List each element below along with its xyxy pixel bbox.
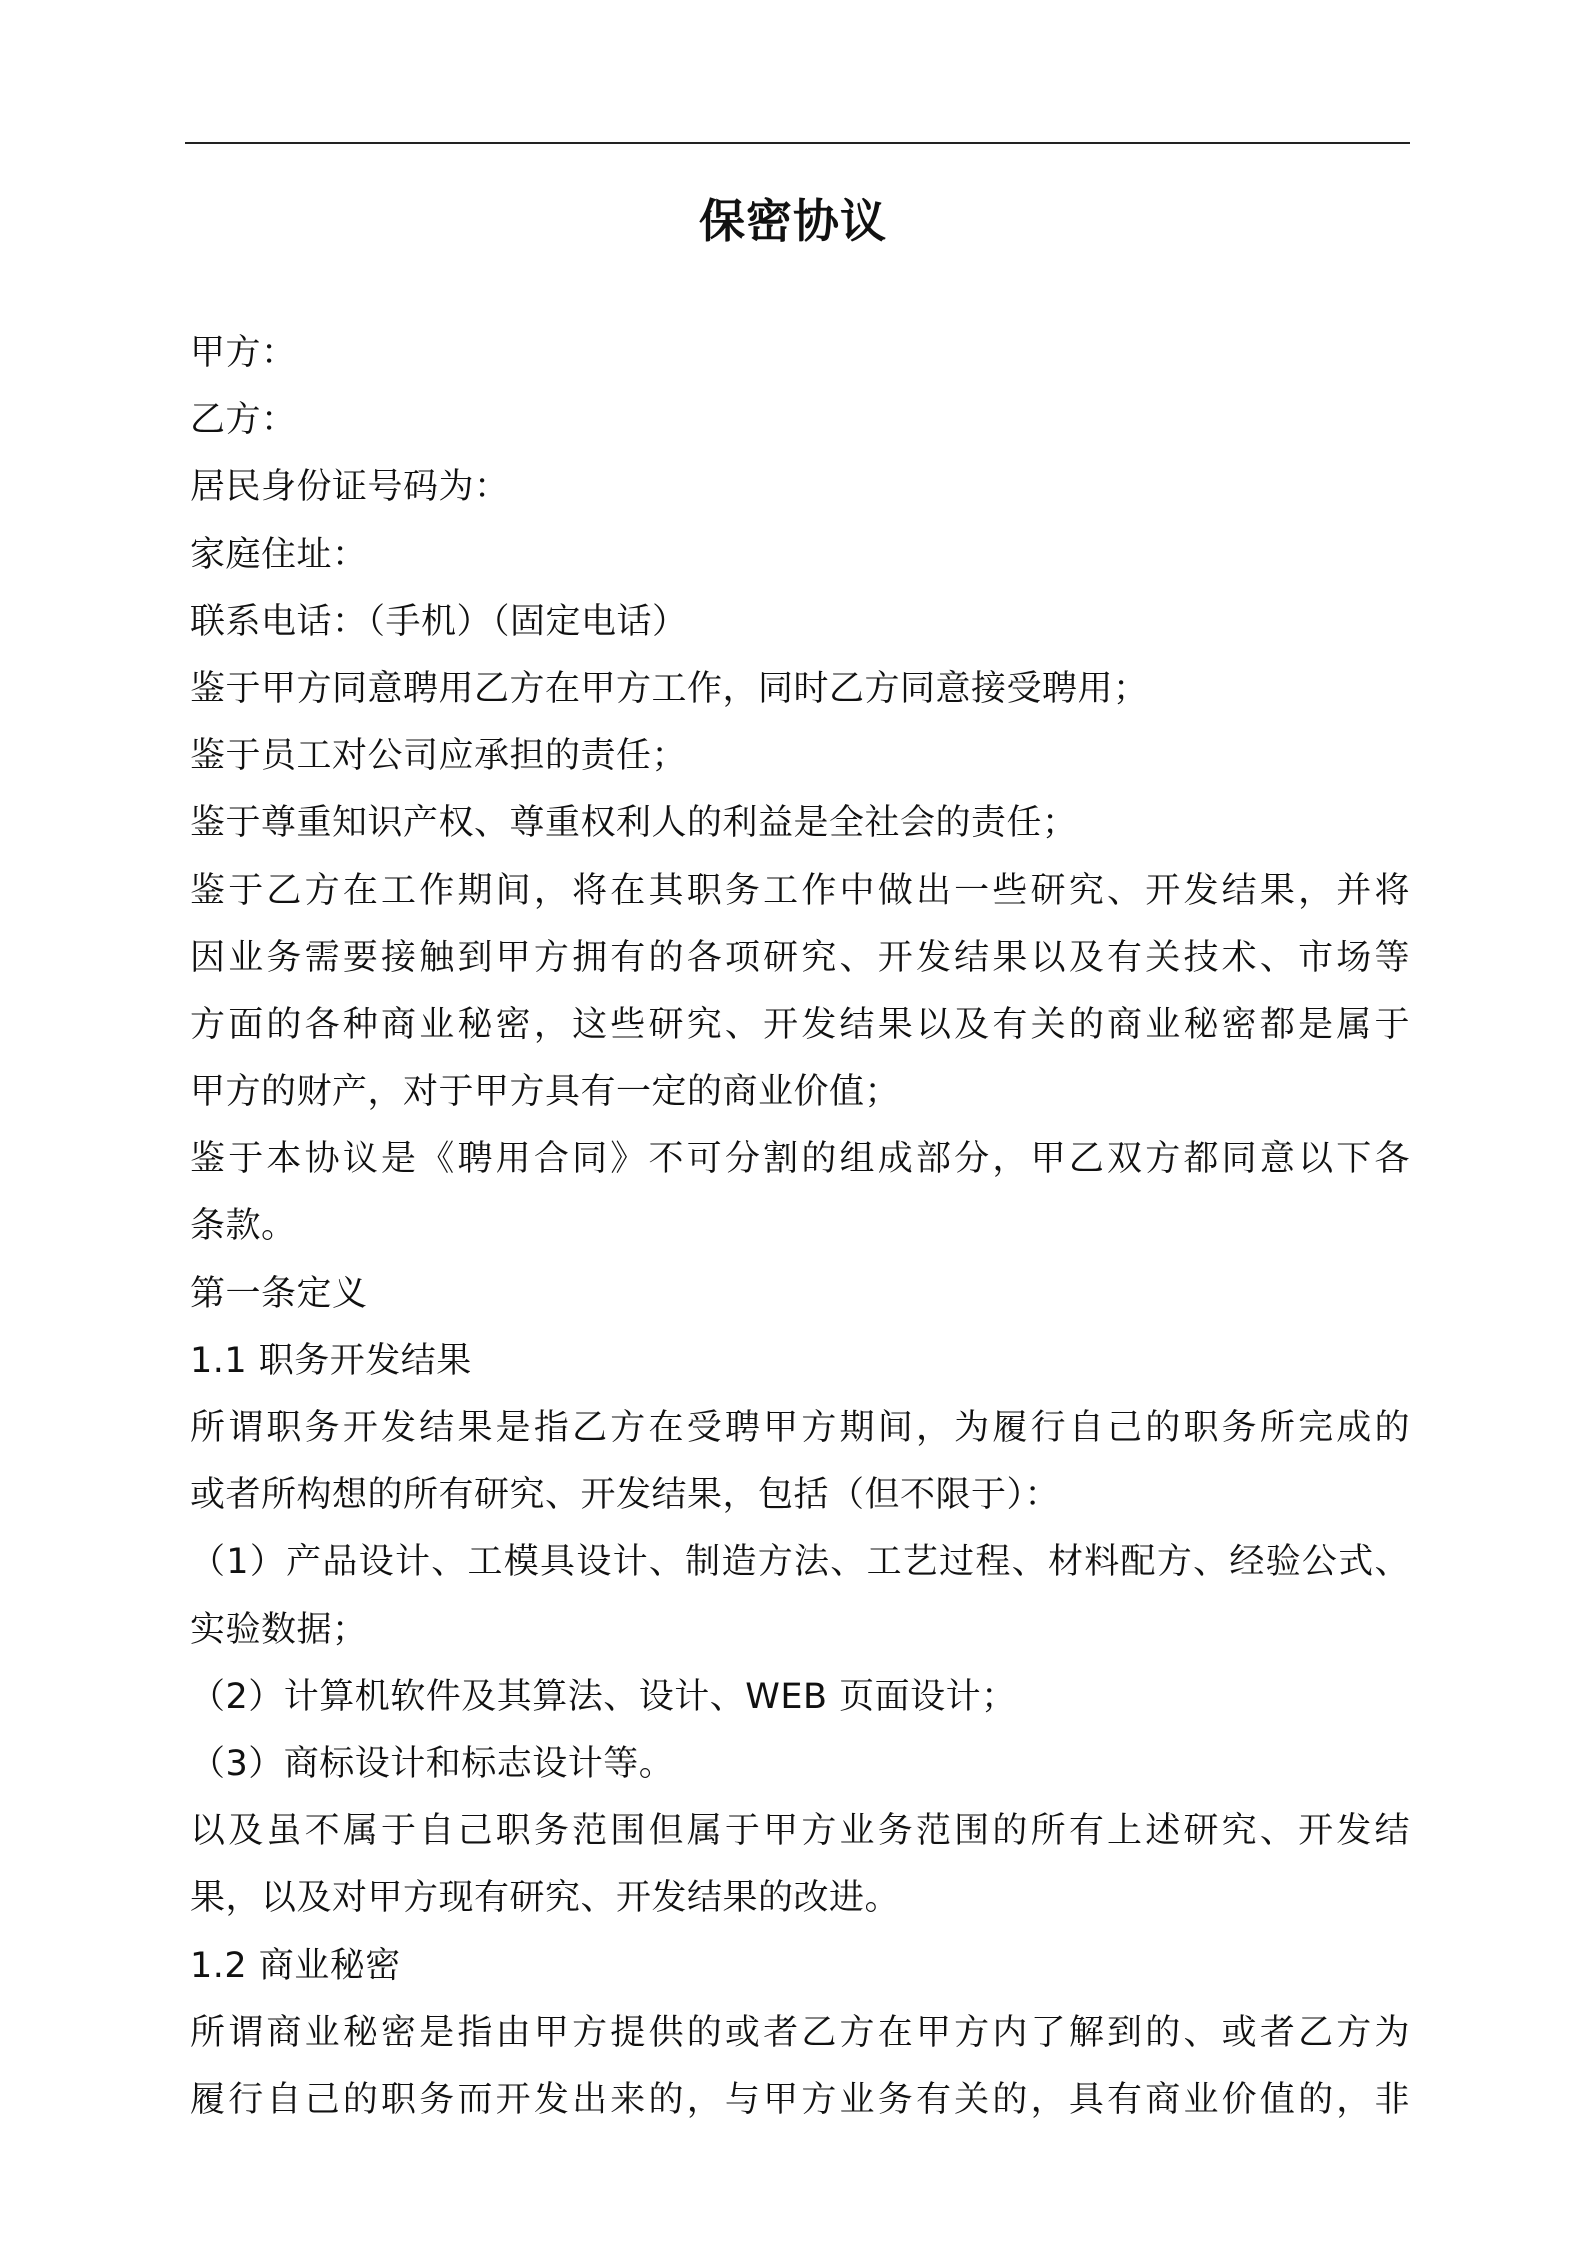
document-body	[190, 320, 1410, 2134]
text-line: 甲方：	[190, 333, 297, 373]
document-title: 保密协议	[699, 194, 887, 248]
text-line: 居民身份证号码为：	[190, 467, 510, 508]
text-line: 鉴于本协议是《聘用合同》不可分割的组成部分，甲乙双方都同意以下各	[190, 1139, 1410, 1180]
text-line: 甲方的财产，对于甲方具有一定的商业价值；	[190, 1072, 901, 1113]
text-line: 实验数据；	[190, 1609, 368, 1650]
text-line: 1.2 商业秘密	[190, 1945, 401, 1986]
text-line: （2）计算机软件及其算法、设计、WEB 页面设计；	[190, 1676, 1017, 1717]
text-line: 因业务需要接触到甲方拥有的各项研究、开发结果以及有关技术、市场等	[190, 937, 1410, 978]
text-line: 所谓职务开发结果是指乙方在受聘甲方期间，为履行自己的职务所完成的	[190, 1408, 1410, 1448]
text-line: 乙方：	[190, 400, 297, 441]
text-line: 条款。	[190, 1206, 297, 1247]
text-line: （3）商标设计和标志设计等。	[190, 1743, 675, 1784]
text-line: （1）产品设计、工模具设计、制造方法、工艺过程、材料配方、经验公式、	[190, 1542, 1410, 1583]
text-line: 1.1 职务开发结果	[190, 1340, 472, 1381]
text-line: 或者所构想的所有研究、开发结果，包括（但不限于）：	[190, 1475, 1061, 1516]
text-line: 联系电话：（手机）（固定电话）	[190, 601, 688, 642]
text-line: 履行自己的职务而开发出来的，与甲方业务有关的，具有商业价值的，非	[190, 2079, 1410, 2120]
header-rule	[185, 142, 1410, 144]
text-line: 鉴于甲方同意聘用乙方在甲方工作，同时乙方同意接受聘用；	[190, 668, 1149, 709]
text-line: 鉴于员工对公司应承担的责任；	[190, 736, 688, 777]
text-line: 果，以及对甲方现有研究、开发结果的改进。	[190, 1878, 901, 1919]
text-line: 以及虽不属于自己职务范围但属于甲方业务范围的所有上述研究、开发结	[190, 1811, 1410, 1852]
text-line: 鉴于乙方在工作期间，将在其职务工作中做出一些研究、开发结果，并将	[190, 870, 1410, 911]
text-line: 家庭住址：	[190, 534, 368, 575]
text-line: 鉴于尊重知识产权、尊重权利人的利益是全社会的责任；	[190, 803, 1078, 844]
text-line: 所谓商业秘密是指由甲方提供的或者乙方在甲方内了解到的、或者乙方为	[190, 2012, 1410, 2053]
text-line: 第一条定义	[190, 1273, 368, 1314]
text-line: 方面的各种商业秘密，这些研究、开发结果以及有关的商业秘密都是属于	[190, 1004, 1410, 1045]
